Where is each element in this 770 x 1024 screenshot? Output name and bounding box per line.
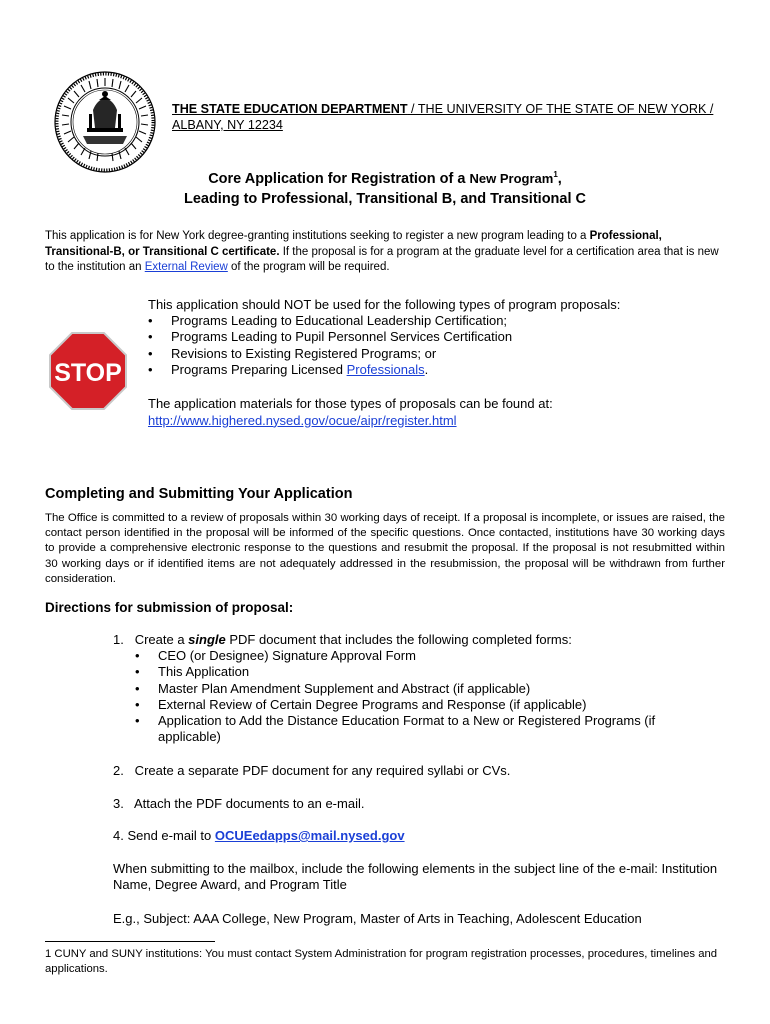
section-heading-directions: Directions for submission of proposal: [45,600,294,615]
intro-certificate-types: Professional, Transitional-B, or Transitional C certificate. [45,230,662,258]
list-item: • Application to Add the Distance Education Format to a New or Registered Programs (if applicable) [135,713,713,745]
department-address: / THE UNIVERSITY OF THE STATE OF NEW YORK / ALBANY, NY 12234 [172,102,714,132]
professionals-link[interactable]: Professionals [346,361,425,377]
step-1 [113,632,713,745]
nys-seal-logo [53,70,157,174]
list-item: • Revisions to Existing Registered Programs; or [148,346,728,362]
section-heading-completing: Completing and Submitting Your Application [45,486,353,502]
title-line2: Leading to Professional, Transitional B, and Transitional C [183,190,587,207]
footnote-marker: 1 [553,170,558,179]
forms-list [135,648,713,745]
page-title [0,165,770,209]
materials-notice [148,396,728,429]
list-item: • External Review of Certain Degree Programs and Response (if applicable) [135,697,713,713]
intro-text-3: of the program will be required. [227,261,390,273]
list-item-text: Programs Preparing Licensed [171,361,347,377]
department-header [172,101,720,133]
intro-text-2: If the proposal is for a program at the graduate level for a certification area that is new to the institution an [45,245,719,273]
list-item: • This Application [135,664,713,680]
list-item: • Master Plan Amendment Supplement and Abstract (if applicable) [135,681,713,697]
intro-text: This application is for New York degree-granting institutions seeking to register a new program leading to a [45,230,590,242]
list-item: • CEO (or Designee) Signature Approval Form [135,648,713,664]
materials-text: The application materials for those types of proposals can be found at: [148,396,553,411]
list-item [148,362,728,378]
title-comma: , [557,170,562,187]
step-text-2: PDF document that includes the following completed forms: [225,632,572,647]
email-link[interactable]: OCUEedapps@mail.nysed.gov [214,828,405,843]
not-use-notice [148,297,728,378]
stop-sign-text: STOP [54,359,122,387]
mailbox-instructions: When submitting to the mailbox, include the following elements in the subject line of the e-mail: Institution Name, Degree Award, and Program Title [113,861,718,893]
external-review-link[interactable]: External Review [144,261,228,273]
list-item: • Programs Leading to Pupil Personnel Services Certification [148,329,728,345]
department-name: THE STATE EDUCATION DEPARTMENT [172,102,408,116]
title-new-program: New Program [469,170,554,186]
not-use-list [148,313,728,378]
footnote: 1 CUNY and SUNY institutions: You must contact System Administration for program registration processes, procedures, timelines and applications. [45,948,718,975]
step-number: 1. [113,632,124,647]
intro-paragraph [45,229,725,276]
step-text: Create a [134,632,189,647]
title-line1: Core Application for Registration of a [208,170,470,187]
step-4 [113,828,405,844]
step-emphasis: single [188,632,226,647]
step-3: 3. Attach the PDF documents to an e-mail. [113,796,365,811]
completing-paragraph: The Office is committed to a review of proposals within 30 working days of receipt. If a proposal is incomplete, or issues are raised, the contact person identified in the proposal will be informed of the specific questions. Once contacted, institutions have 30 working days to provide a comprehensive electronic response to the questions and resubmit the proposal. If the proposal is not resubmitted within 30 working days or if identified items are not adequately addressed in the resubmission, the proposal will be withdrawn from further consideration. [45,512,725,585]
list-item-end: . [424,361,429,377]
register-url-link[interactable]: http://www.highered.nysed.gov/ocue/aipr/register.html [148,412,457,428]
step-2: 2. Create a separate PDF document for any required syllabi or CVs. [113,763,511,778]
list-item: • Programs Leading to Educational Leadership Certification; [148,313,728,329]
not-use-lead: This application should NOT be used for the following types of program proposals: [148,297,621,312]
subject-example: E.g., Subject: AAA College, New Program, Master of Arts in Teaching, Adolescent Education [113,911,642,926]
stop-sign-icon [49,332,127,410]
footnote-divider [45,941,215,942]
step-text: 4. Send e-mail to [113,828,215,843]
